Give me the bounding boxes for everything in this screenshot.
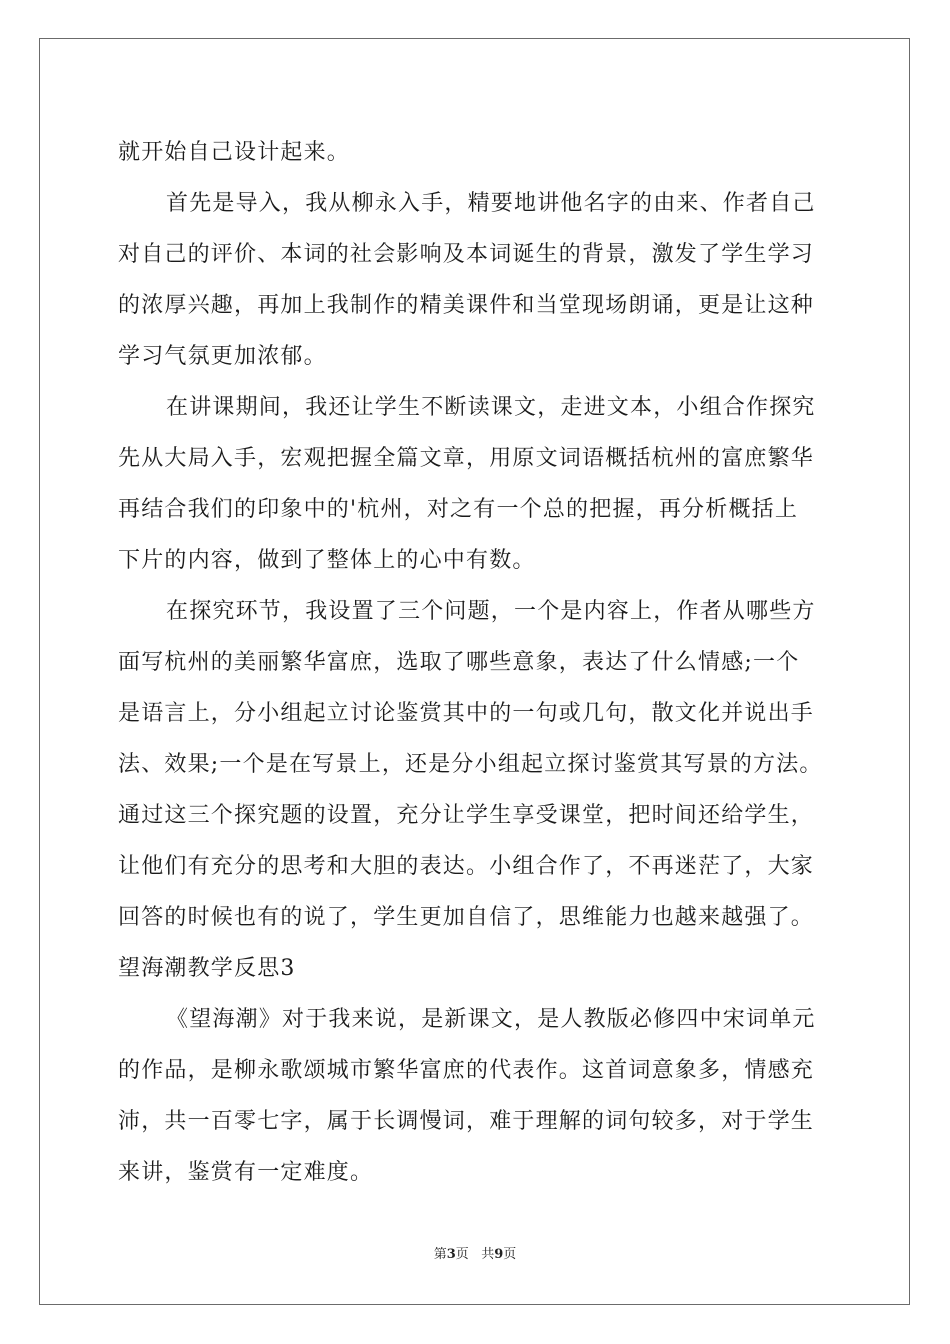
footer-prefix: 第 <box>433 1247 447 1262</box>
text-line: 就开始自己设计起来。 <box>118 140 351 165</box>
current-page-number: 3 <box>446 1247 456 1262</box>
text-line: 来讲，鉴赏有一定难度。 <box>118 1160 374 1185</box>
text-line: 再结合我们的印象中的'杭州，对之有一个总的把握，再分析概括上 <box>118 497 799 522</box>
page-footer <box>0 1246 950 1264</box>
text-line: 法、效果;一个是在写景上，还是分小组起立探讨鉴赏其写景的方法。 <box>118 752 823 777</box>
text-line: 学习气氛更加浓郁。 <box>118 344 327 369</box>
text-line: 下片的内容，做到了整体上的心中有数。 <box>118 548 536 573</box>
text-line: 是语言上，分小组起立讨论鉴赏其中的一句或几句，散文化并说出手 <box>118 701 815 726</box>
text-line: 的作品，是柳永歌颂城市繁华富庶的代表作。这首词意象多，情感充 <box>118 1058 815 1083</box>
text-line: 面写杭州的美丽繁华富庶，选取了哪些意象，表达了什么情感;一个 <box>118 650 800 675</box>
text-line: 沛，共一百零七字，属于长调慢词，难于理解的词句较多，对于学生 <box>118 1109 815 1134</box>
text-line: 让他们有充分的思考和大胆的表达。小组合作了，不再迷茫了，大家 <box>118 854 815 879</box>
text-line: 在讲课期间，我还让学生不断读课文，走进文本，小组合作探究 <box>166 395 816 420</box>
text-line: 的浓厚兴趣，再加上我制作的精美课件和当堂现场朗诵，更是让这种 <box>118 293 815 318</box>
footer-total-prefix: 共 <box>481 1247 495 1262</box>
document-body <box>118 127 838 1198</box>
text-line: 先从大局入手，宏观把握全篇文章，用原文词语概括杭州的富庶繁华 <box>118 446 815 471</box>
text-line: 首先是导入，我从柳永入手，精要地讲他名字的由来、作者自己 <box>166 191 816 216</box>
total-pages-number: 9 <box>494 1247 504 1262</box>
text-line: 在探究环节，我设置了三个问题，一个是内容上，作者从哪些方 <box>166 599 816 624</box>
section-heading: 望海潮教学反思3 <box>118 956 296 981</box>
footer-total-suffix: 页 <box>503 1247 517 1262</box>
text-line: 通过这三个探究题的设置，充分让学生享受课堂，把时间还给学生， <box>118 803 815 828</box>
text-line: 《望海潮》对于我来说，是新课文，是人教版必修四中宋词单元 <box>166 1007 816 1032</box>
text-line: 回答的时候也有的说了，学生更加自信了，思维能力也越来越强了。 <box>118 905 815 930</box>
text-line: 对自己的评价、本词的社会影响及本词诞生的背景，激发了学生学习 <box>118 242 815 267</box>
footer-page-suffix: 页 <box>455 1247 469 1262</box>
